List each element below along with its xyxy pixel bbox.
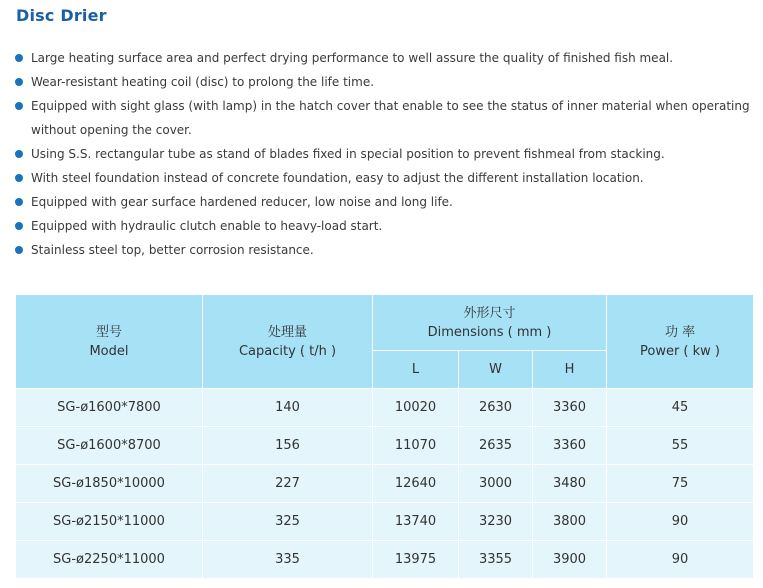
header-capacity-en: Capacity ( t/h ) [238,343,337,359]
cell-power: 90 [607,541,754,579]
cell-power: 90 [607,503,754,541]
cell-capacity: 156 [203,427,373,465]
cell-length: 10020 [373,389,459,427]
list-item [14,238,754,262]
bullet-icon [15,198,23,206]
cell-height: 3360 [533,389,607,427]
list-item [14,214,754,238]
cell-width: 2635 [459,427,533,465]
list-item [14,46,754,70]
header-height: H [533,351,607,389]
table-row [16,389,754,427]
cell-model: SG-ø2150*11000 [16,503,203,541]
bullet-icon [15,246,23,254]
cell-length: 12640 [373,465,459,503]
bullet-icon [15,54,23,62]
spec-table [15,294,754,579]
cell-model: SG-ø2250*11000 [16,541,203,579]
bullet-icon [15,78,23,86]
bullet-icon [15,174,23,182]
cell-model: SG-ø1600*8700 [16,427,203,465]
feature-text: Stainless steel top, better corrosion resistance. [31,243,314,257]
list-item [14,190,754,214]
header-model-en: Model [89,343,129,359]
header-length: L [373,351,459,389]
feature-text: Equipped with hydraulic clutch enable to heavy-load start. [31,219,383,233]
cell-power: 55 [607,427,754,465]
cell-length: 11070 [373,427,459,465]
bullet-icon [15,222,23,230]
page-title: Disc Drier [16,6,107,25]
feature-text: Using S.S. rectangular tube as stand of blades fixed in special position to prevent fishmeal from stacking. [31,147,665,161]
table-row [16,541,754,579]
cell-model: SG-ø1600*7800 [16,389,203,427]
cell-power: 45 [607,389,754,427]
feature-text: Wear-resistant heating coil (disc) to prolong the life time. [31,75,375,89]
table-row [16,503,754,541]
header-power-zh: 功 率 [664,324,696,340]
feature-list [14,46,754,262]
cell-width: 2630 [459,389,533,427]
header-capacity [203,295,373,389]
header-model [16,295,203,389]
list-item [14,70,754,94]
feature-text: Large heating surface area and perfect drying performance to well assure the quality of finished fish meal. [31,51,674,65]
bullet-icon [15,102,23,110]
header-width: W [459,351,533,389]
cell-length: 13975 [373,541,459,579]
bullet-icon [15,150,23,158]
list-item [14,142,754,166]
cell-width: 3000 [459,465,533,503]
header-dimensions-en: Dimensions ( mm ) [427,324,552,340]
cell-power: 75 [607,465,754,503]
cell-capacity: 140 [203,389,373,427]
cell-height: 3480 [533,465,607,503]
cell-capacity: 325 [203,503,373,541]
feature-text: With steel foundation instead of concrete foundation, easy to adjust the different installation location. [31,171,644,185]
cell-height: 3900 [533,541,607,579]
cell-length: 13740 [373,503,459,541]
table-row [16,427,754,465]
cell-height: 3800 [533,503,607,541]
cell-height: 3360 [533,427,607,465]
header-dimensions [373,295,607,351]
cell-capacity: 227 [203,465,373,503]
header-power-en: Power ( kw ) [640,343,721,359]
feature-text: Equipped with gear surface hardened reducer, low noise and long life. [31,195,453,209]
header-capacity-zh: 处理量 [267,324,307,340]
header-model-zh: 型号 [95,324,122,340]
cell-width: 3355 [459,541,533,579]
cell-model: SG-ø1850*10000 [16,465,203,503]
cell-width: 3230 [459,503,533,541]
header-dimensions-zh: 外形尺寸 [463,305,516,321]
cell-capacity: 335 [203,541,373,579]
feature-text: Equipped with sight glass (with lamp) in the hatch cover that enable to see the status of inner material when operating without opening the cover. [31,99,750,137]
list-item [14,94,754,142]
list-item [14,166,754,190]
header-power [607,295,754,389]
table-row [16,465,754,503]
